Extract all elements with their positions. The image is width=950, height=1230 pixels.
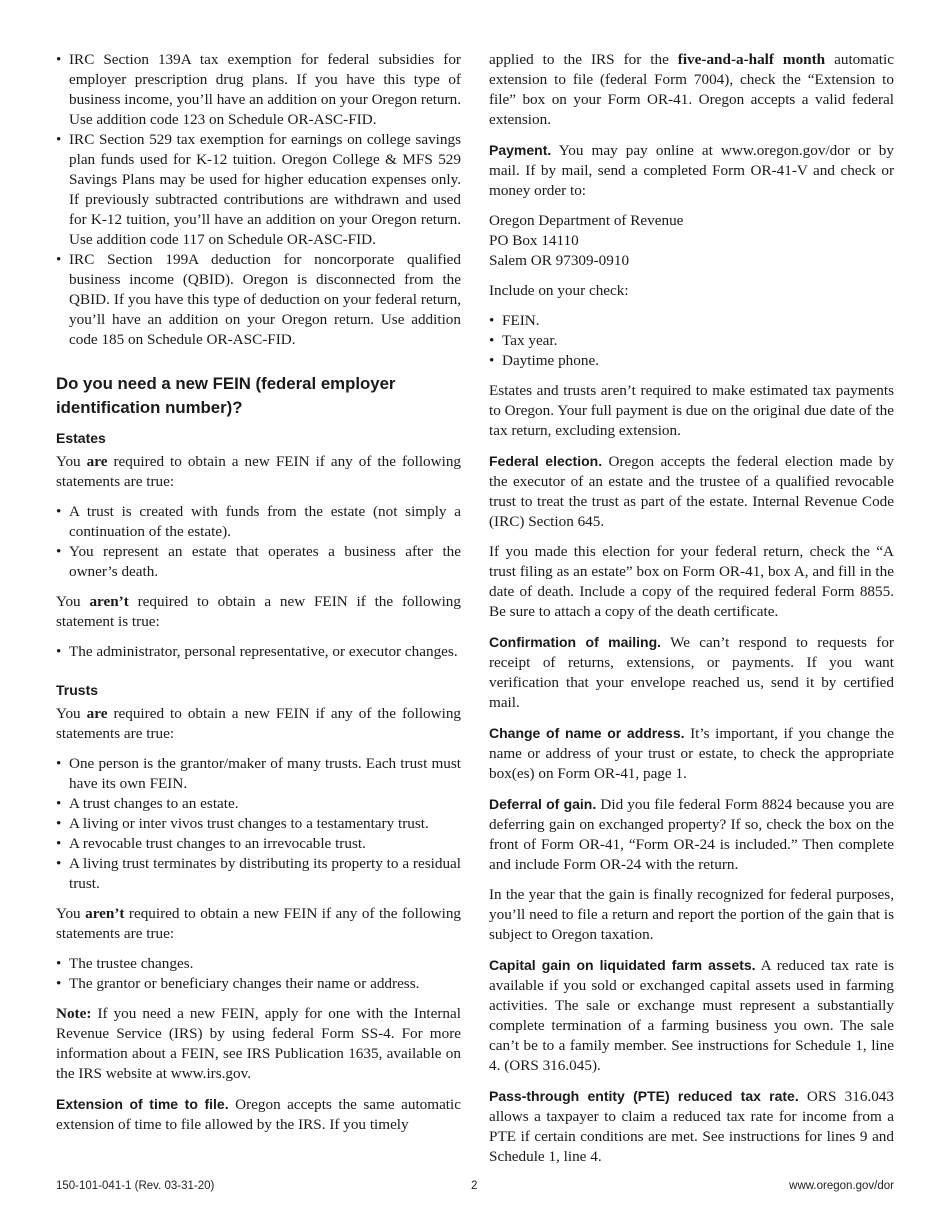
deferral-paragraph: Deferral of gain. Did you file federal Form 8824 because you are deferring gain on exchanged property? If so, check the box on the front of Form OR-41, “Form OR-24 is included.” Then complete and include Form OR-24 with the return. xyxy=(489,796,894,873)
trusts-subheading: Trusts xyxy=(56,682,99,698)
estates-are-paragraph: You are required to obtain a new FEIN if any of the following statements are true: xyxy=(56,453,462,490)
note-paragraph: Note: If you need a new FEIN, apply for one with the Internal Revenue Service (IRS) by using federal Form SS-4. For more information about a FEIN, see IRS Publication 1635, available on the IRS website at www.irs.gov. xyxy=(56,1005,461,1082)
change-name-paragraph: Change of name or address. It’s important, if you change the name or address of your trust or estate, to check the appropriate box(es) on Form OR-41, page 1. xyxy=(489,725,894,782)
list-item: • One person is the grantor/maker of many trusts. Each trust must have its own FEIN. xyxy=(56,754,461,794)
list-item: • IRC Section 529 tax exemption for earnings on college savings plan funds used for K-12 tuition. Oregon College & MFS 529 Savings Plans may be used for higher education expenses only. If previously subtracted contributions are withdrawn and used for K-12 tuition, you’ll have an addition on your Oregon return. Use addition code 117 on Schedule OR-ASC-FID. xyxy=(56,130,461,250)
list-item: • A revocable trust changes to an irrevocable trust. xyxy=(56,834,461,854)
list-item: • The grantor or beneficiary changes their name or address. xyxy=(56,974,461,994)
estimated-tax-paragraph: Estates and trusts aren’t required to make estimated tax payments to Oregon. Your full payment is due on the original due date of the tax return, excluding extension. xyxy=(489,382,894,439)
capital-gain-paragraph: Capital gain on liquidated farm assets. A reduced tax rate is available if you sold or exchanged capital assets used in farming activities. The sale or exchange must represent a substantially complete termination of a farming business you own. The sale can’t be to a family member. See instructions for Schedule 1, line 4. (ORS 316.045). xyxy=(489,957,894,1074)
include-list xyxy=(489,311,894,371)
mailing-address: Oregon Department of Revenue PO Box 14110 Salem OR 97309-0910 xyxy=(489,212,684,269)
include-label: Include on your check: xyxy=(489,282,629,299)
trusts-are-list xyxy=(56,754,461,894)
confirmation-paragraph: Confirmation of mailing. We can’t respond to requests for receipt of returns, extensions, or payments. If you want verification that your envelope reached us, send it by certified mail. xyxy=(489,634,894,711)
estates-are-list xyxy=(56,502,461,582)
irc-bullet-list xyxy=(56,50,461,350)
list-item: • You represent an estate that operates a business after the owner’s death. xyxy=(56,542,461,582)
trusts-are-paragraph: You are required to obtain a new FEIN if any of the following statements are true: xyxy=(56,705,462,742)
fein-heading: Do you need a new FEIN (federal employer identification number)? xyxy=(56,374,396,417)
estates-arent-list xyxy=(56,642,461,662)
footer-page-number: 2 xyxy=(471,1180,478,1192)
extension-continued-paragraph: applied to the IRS for the five-and-a-half month automatic extension to file (federal Form 7004), check the “Extension to file” box on your Form OR-41. Oregon accepts a valid federal extension. xyxy=(489,51,894,128)
payment-paragraph: Payment. You may pay online at www.oregon.gov/dor or by mail. If by mail, send a completed Form OR-41-V and check or money order to: xyxy=(489,142,894,199)
list-item: • The administrator, personal representative, or executor changes. xyxy=(56,642,461,662)
federal-election-paragraph: Federal election. Oregon accepts the federal election made by the executor of an estate and the trustee of a qualified revocable trust to treat the trust as part of the estate. Internal Revenue Code (IRC) Section 645. xyxy=(489,453,894,530)
extension-paragraph: Extension of time to file. Oregon accepts the same automatic extension of time to file allowed by the IRS. If you timely xyxy=(56,1096,461,1133)
pte-paragraph: Pass-through entity (PTE) reduced tax rate. ORS 316.043 allows a taxpayer to claim a reduced tax rate for income from a PTE if certain conditions are met. See instructions for lines 9 and Schedule 1, line 4. xyxy=(489,1088,894,1165)
trusts-arent-list xyxy=(56,954,461,994)
list-item: • IRC Section 139A tax exemption for federal subsidies for employer prescription drug plans. If you have this type of business income, you’ll have an addition on your Oregon return. Use addition code 123 on Schedule OR-ASC-FID. xyxy=(56,50,461,130)
trusts-arent-paragraph: You aren’t required to obtain a new FEIN if any of the following statements are true: xyxy=(56,905,462,942)
list-item: • FEIN. xyxy=(489,311,894,331)
election-followup-paragraph: If you made this election for your federal return, check the “A trust filing as an estate” box on Form OR-41, box A, and fill in the date of death. Include a copy of the required federal Form 8855. Be sure to attach a copy of the death certificate. xyxy=(489,543,894,620)
list-item: • The trustee changes. xyxy=(56,954,461,974)
list-item: • Tax year. xyxy=(489,331,894,351)
estates-subheading: Estates xyxy=(56,430,106,446)
footer-form-id: 150-101-041-1 (Rev. 03-31-20) xyxy=(56,1180,215,1192)
list-item: • A living or inter vivos trust changes to a testamentary trust. xyxy=(56,814,461,834)
list-item: • IRC Section 199A deduction for noncorporate qualified business income (QBID). Oregon is disconnected from the QBID. If you have this type of deduction on your federal return, you’ll have an addition on your Oregon return. Use addition code 185 on Schedule OR-ASC-FID. xyxy=(56,250,461,350)
list-item: • A living trust terminates by distributing its property to a residual trust. xyxy=(56,854,461,894)
footer-website: www.oregon.gov/dor xyxy=(789,1180,894,1192)
list-item: • A trust is created with funds from the estate (not simply a continuation of the estate). xyxy=(56,502,461,542)
right-column xyxy=(489,50,894,1177)
list-item: • Daytime phone. xyxy=(489,351,894,371)
left-column xyxy=(56,50,461,1145)
estates-arent-paragraph: You aren’t required to obtain a new FEIN if the following statement is true: xyxy=(56,593,461,630)
list-item: • A trust changes to an estate. xyxy=(56,794,461,814)
gain-year-paragraph: In the year that the gain is finally recognized for federal purposes, you’ll need to file a return and report the portion of the gain that is subject to Oregon taxation. xyxy=(489,886,894,943)
